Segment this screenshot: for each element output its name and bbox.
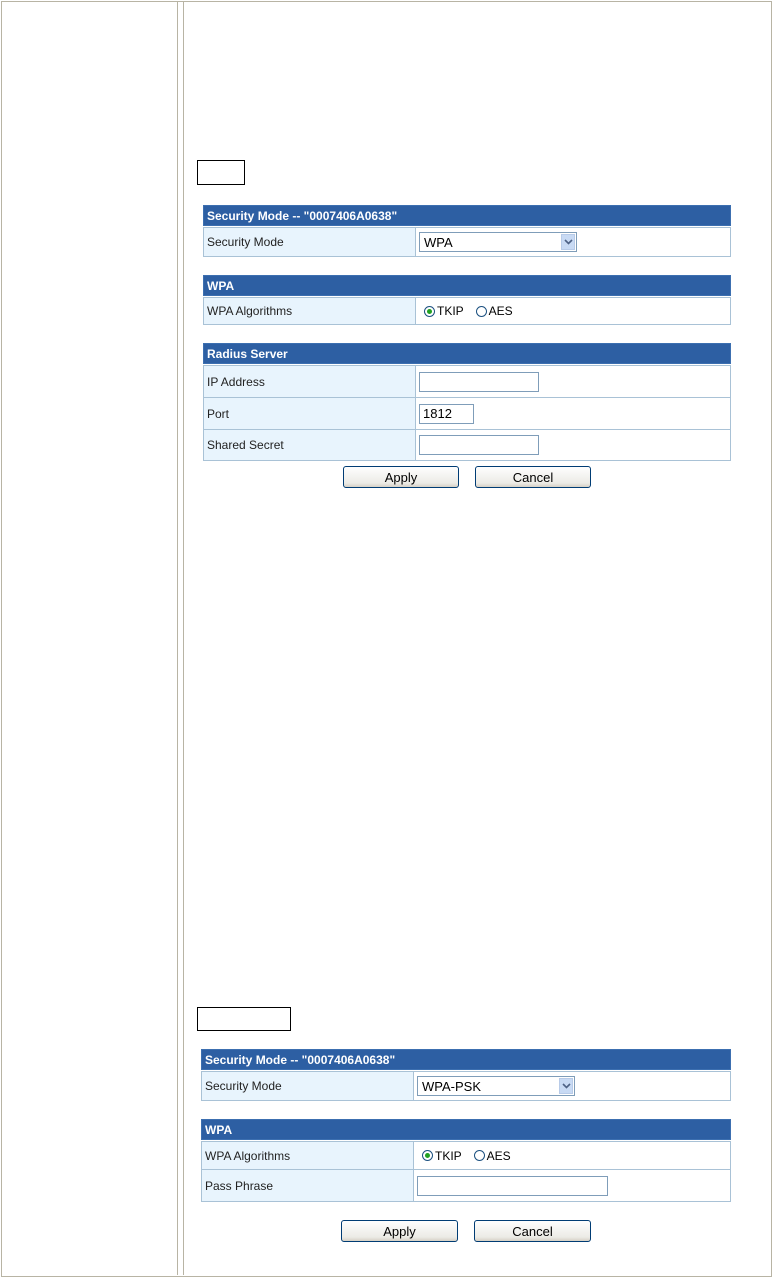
aes-label: AES: [488, 304, 513, 318]
security-mode-selected: WPA-PSK: [422, 1078, 481, 1094]
pass-phrase-label: Pass Phrase: [202, 1170, 414, 1201]
shared-secret-input[interactable]: [419, 435, 539, 455]
tkip-label: TKIP: [435, 1148, 462, 1163]
pass-phrase-row: [201, 1169, 731, 1202]
ip-address-cell: [416, 366, 730, 397]
security-mode-row: [203, 227, 731, 257]
radius-server-header: Radius Server: [203, 343, 731, 364]
security-mode-label: Security Mode: [204, 228, 416, 256]
aes-radio[interactable]: [476, 306, 487, 317]
shared-secret-row: [203, 429, 731, 461]
left-column: [2, 2, 178, 1275]
wpa-header: WPA: [201, 1119, 731, 1140]
ip-address-input[interactable]: [419, 372, 539, 392]
wpa-algorithms-row: [201, 1141, 731, 1170]
port-input[interactable]: 1812: [419, 404, 474, 424]
wpa-algorithms-options: [414, 1142, 730, 1169]
security-mode-select[interactable]: [417, 1076, 575, 1096]
security-mode-select[interactable]: [419, 232, 577, 252]
wpa-header: WPA: [203, 275, 731, 296]
shared-secret-label: Shared Secret: [204, 430, 416, 460]
port-label: Port: [204, 398, 416, 429]
security-mode-header: Security Mode -- "0007406A0638": [203, 205, 731, 226]
column-divider: [183, 2, 184, 1275]
tkip-radio[interactable]: [422, 1150, 433, 1161]
ip-address-row: [203, 365, 731, 398]
pass-phrase-input[interactable]: [417, 1176, 608, 1196]
tkip-radio[interactable]: [424, 306, 435, 317]
apply-button[interactable]: Apply: [343, 466, 459, 488]
wpa-algorithms-options: [416, 298, 730, 324]
figure-label-box: [197, 1007, 291, 1031]
chevron-down-icon[interactable]: [561, 234, 575, 250]
port-row: [203, 397, 731, 430]
pass-phrase-cell: [414, 1170, 730, 1201]
port-cell: [416, 398, 730, 429]
apply-button[interactable]: Apply: [341, 1220, 458, 1242]
aes-radio[interactable]: [474, 1150, 485, 1161]
security-mode-header: Security Mode -- "0007406A0638": [201, 1049, 731, 1070]
chevron-down-icon[interactable]: [559, 1078, 573, 1094]
security-mode-label: Security Mode: [202, 1072, 414, 1100]
security-mode-selected: WPA: [424, 234, 453, 250]
wpa-algorithms-row: [203, 297, 731, 325]
wpa-algorithms-label: WPA Algorithms: [202, 1142, 414, 1169]
ip-address-label: IP Address: [204, 366, 416, 397]
figure-label-box: [197, 160, 245, 185]
security-mode-row: [201, 1071, 731, 1101]
cancel-button[interactable]: Cancel: [475, 466, 591, 488]
cancel-button[interactable]: Cancel: [474, 1220, 591, 1242]
wpa-algorithms-label: WPA Algorithms: [204, 298, 416, 324]
shared-secret-cell: [416, 430, 730, 460]
aes-label: AES: [486, 1148, 511, 1163]
tkip-label: TKIP: [437, 304, 464, 318]
security-mode-value-cell: [416, 228, 730, 256]
security-mode-value-cell: [414, 1072, 730, 1100]
